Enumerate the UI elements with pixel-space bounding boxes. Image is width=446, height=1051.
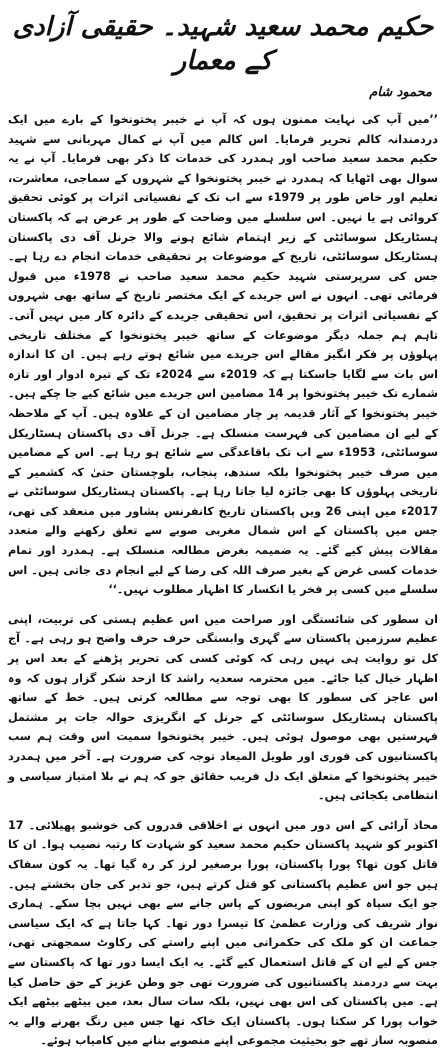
article-author: محمود شام xyxy=(369,85,432,100)
article-paragraph: ان سطور کی شائستگی اور صراحت میں اس عظیم ہستی کی تربیت، اپنی عظیم سرزمین پاکستان سے گہری وابستگی حرف حرف واضح ہو رہی ہے۔ آج کل تو روایت ہی نہیں رہی کہ کوئی کسی کی تحریر پڑھنے کے بعد اس پر اظہار خیال کیا جائے۔ میں محترمہ سعدیہ راشد کا ازحد شکر گزار ہوں کہ وہ اس عاجز کی سطور کا بھی توجہ سے مطالعہ کرتی ہیں۔ خط کے ساتھ پاکستان ہسٹاریکل سوسائٹی کے جرنل کے انگریزی حوالہ جات پر مشتمل فہرستیں بھی موصول ہوئی ہیں۔ خیبر پختونخوا سمیت اس وقت ہم سب پاکستانیوں کی فوری اور طویل المیعاد توجہ کی ضرورت ہے۔ آخر میں ہمدرد خیبر پختونخوا کے متعلق ایک دل فریب حقائق جو کہ ہم نے بلا امتیاز سیاسی و انتظامی یکجائی ہیں۔ xyxy=(8,612,438,803)
article-body xyxy=(8,110,438,1051)
article-paragraph: محاذ آرائی کے اس دور میں انہوں نے اخلاقی قدروں کی خوشبو پھیلائی۔ 17 اکتوبر کو شہید پاکستان حکیم محمد سعید کو شہادت کا رتبہ نصیب ہوا۔ ان کا قاتل کون تھا؟ پورا پاکستان، پورا برصغیر لرز کر رہ گیا تھا۔ یہ کون سفاک ہیں جو اس عظیم پاکستانی کو قتل کرتے ہیں، جو تدبر کی جان بخشتے ہیں۔ جو ایک سپاہ کو اپنی مریضوں کے پاس جانے سے بھی نہیں بچا سکے۔ ہماری نواز شریف کی وزارت عظمیٰ کا تیسرا دور تھا۔ کہا جاتا ہے کہ ایک سیاسی جماعت ان کو ملک کی حکمرانی میں اپنے راستے کی رکاوٹ سمجھتی تھی، جس کے لیے ان کے قاتل استعمال کیے گئے۔ یہ ایک ایسا دور تھا کہ پاکستان سے بہت سے دردمند پاکستانیوں کی ضرورت تھی جو وطن عزیز کے حق حاصل کیا ہے۔ میں پاکستان کی اس بھی نہیں، بلکہ سات سال بعد، میں بیٹھے بیٹھے ایک خواب پورا کر سکتا ہوں۔ پاکستان ایک خاکہ تھا جس میں رنگ بھرنے والے یہ منصوبہ ساز تھے جو بحیثیت مجموعی اپنے منصوبے بنانے میں کامیاب ہوئے۔ xyxy=(8,818,438,1048)
article-headline: حکیم محمد سعید شہید۔ حقیقی آزادی کے معمار xyxy=(12,12,434,76)
article-paragraph: ’’میں آپ کی نہایت ممنون ہوں کہ آپ نے خیبر پختونخوا کے بارے میں ایک دردمندانہ کالم تحریر فرمایا۔ اس کالم میں آپ نے کمال مہربانی سے شہید حکیم محمد سعید صاحب اور ہمدرد کی خدمات کا ذکر بھی فرمایا۔ آپ نے یہ سوال بھی اٹھایا کہ ہمدرد نے خیبر پختونخوا کے شہروں کے سماجی، معاشرت، تعلیم اور خاص طور پر 1979ء سے اب تک کے نفسیاتی اثرات پر کوئی تحقیق کروائی ہے یا نہیں۔ اس سلسلے میں وضاحت کے طور پر عرض ہے کہ پاکستان ہسٹاریکل سوسائٹی کے زیر اہتمام شائع ہونے والا جرنل آف دی پاکستان ہسٹاریکل سوسائٹی، تاریخ کے موضوعات پر تحقیقی خدمات انجام دے رہا ہے۔ جس کی سرپرستی شہید حکیم محمد سعید صاحب نے 1978ء میں قبول فرمائی تھی۔ انہوں نے اس جریدے کے ایک مختصر تاریخ کے ساتھ بھی شہروں کے نفسیاتی اثرات پر تحقیق، اس تحقیقی جریدے کے دائرہ کار میں نہیں آتی۔ تاہم ہم جملہ دیگر موضوعات کے ساتھ خیبر پختونخوا کے مختلف تاریخی پہلوؤں پر فکر انگیز مقالے اس جریدے میں شائع ہوتے رہے ہیں۔ ان کا اندازہ اس بات سے لگایا جاسکتا ہے کہ 2019ء سے 2024ء تک کے تیرہ ادوار اور تازہ شمارے تک خیبر پختونخوا پر 14 مضامین اس جریدے میں شائع کیے جا چکے ہیں۔ خیبر پختونخوا کے آثار قدیمہ پر چار مضامین ان کے علاوہ ہیں۔ آپ کے ملاحظہ کے لیے ان مضامین کی فہرست منسلک ہے۔ جرنل آف دی پاکستان ہسٹاریکل سوسائٹی، 1953ء سے اب تک باقاعدگی سے شائع ہو رہا ہے۔ اس کے مضامین میں صرف خیبر پختونخوا بلکہ سندھ، پنجاب، بلوچستان حتیٰ کہ کشمیر کے تاریخی پہلوؤں کا بھی جائزہ لیا جاتا رہا ہے۔ پاکستان ہسٹاریکل سوسائٹی نے 2017ء میں اپنی 26 ویں پاکستان تاریخ کانفرنس پشاور میں منعقد کی تھی، جس میں پاکستان کے اس شمال مغربی صوبے سے تعلق رکھنے والے متعدد مقالات پیش کیے گئے۔ یہ ضمیمہ بغرض مطالعہ منسلک ہے۔ ہمدرد اور تمام خدمات کسی غرض کے بغیر صرف اللہ کی رضا کے لیے انجام دی جاتی ہیں۔ اس سلسلے میں کسی پر فخر یا انکسار کا اظہار مطلوب نہیں۔‘‘ xyxy=(8,113,439,597)
